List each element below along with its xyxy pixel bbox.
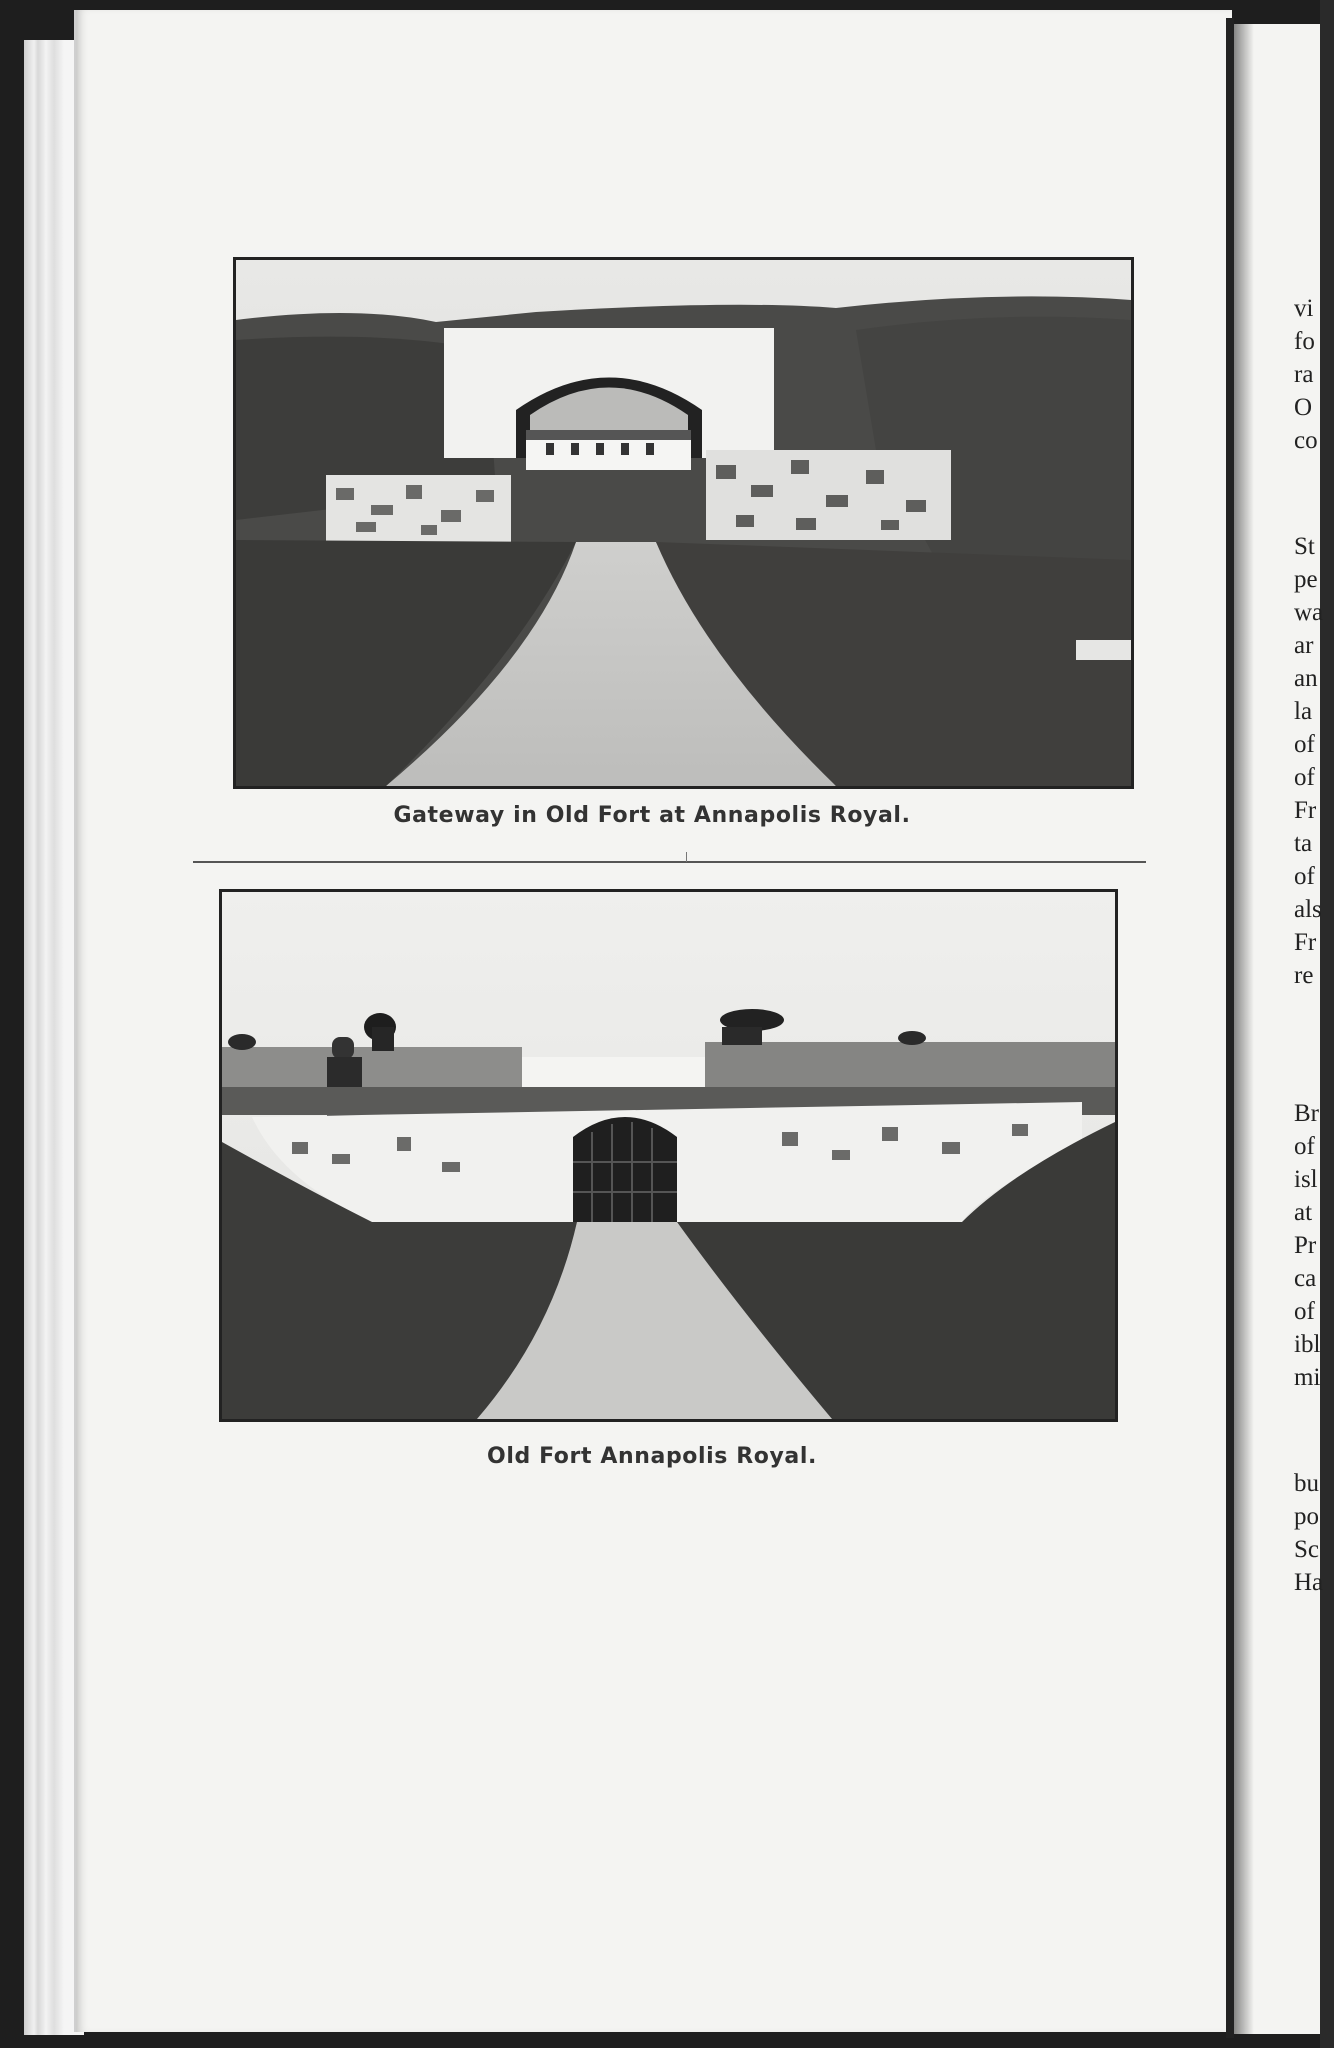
text-line: Sc: [1294, 1536, 1319, 1563]
gutter-shadow: [1234, 24, 1254, 2034]
text-line: Ha: [1294, 1569, 1324, 1596]
divider-tick: [686, 852, 687, 862]
text-line: of: [1294, 1133, 1315, 1160]
text-line: pe: [1294, 566, 1318, 593]
gateway-photo-image: [236, 260, 1131, 786]
text-line: of: [1294, 1298, 1315, 1325]
text-line: Fr: [1294, 797, 1317, 824]
book-gutter: [1226, 18, 1234, 2038]
text-line: at: [1294, 1199, 1313, 1226]
gateway-photo: [233, 257, 1134, 789]
text-line: St: [1294, 533, 1315, 560]
text-line: Fr: [1294, 929, 1317, 956]
old-fort-photo: [219, 889, 1118, 1422]
text-line: als: [1294, 896, 1322, 923]
old-fort-photo-image: [222, 892, 1115, 1419]
text-line: Pr: [1294, 1232, 1317, 1259]
text-line: isl: [1294, 1166, 1318, 1193]
text-line: an: [1294, 665, 1318, 692]
text-line: ra: [1294, 361, 1314, 388]
text-line: mi: [1294, 1364, 1321, 1391]
text-line: ibl: [1294, 1331, 1321, 1358]
text-line: of: [1294, 764, 1315, 791]
gateway-caption: Gateway in Old Fort at Annapolis Royal.: [393, 803, 911, 828]
text-line: O: [1294, 394, 1313, 421]
text-line: bu: [1294, 1470, 1319, 1497]
text-line: of: [1294, 731, 1315, 758]
text-line: Br: [1294, 1100, 1319, 1127]
text-line: la: [1294, 698, 1313, 725]
text-line: co: [1294, 427, 1318, 454]
text-line: fo: [1294, 328, 1315, 355]
text-line: wa: [1294, 599, 1324, 626]
text-line: re: [1294, 962, 1314, 989]
old-fort-caption: Old Fort Annapolis Royal.: [487, 1444, 817, 1469]
text-line: vi: [1294, 295, 1314, 322]
text-line: ca: [1294, 1265, 1317, 1292]
text-line: ar: [1294, 632, 1314, 659]
text-line: of: [1294, 863, 1315, 890]
text-line: ta: [1294, 830, 1313, 857]
photo-divider-rule: [193, 861, 1146, 863]
text-line: po: [1294, 1503, 1319, 1530]
